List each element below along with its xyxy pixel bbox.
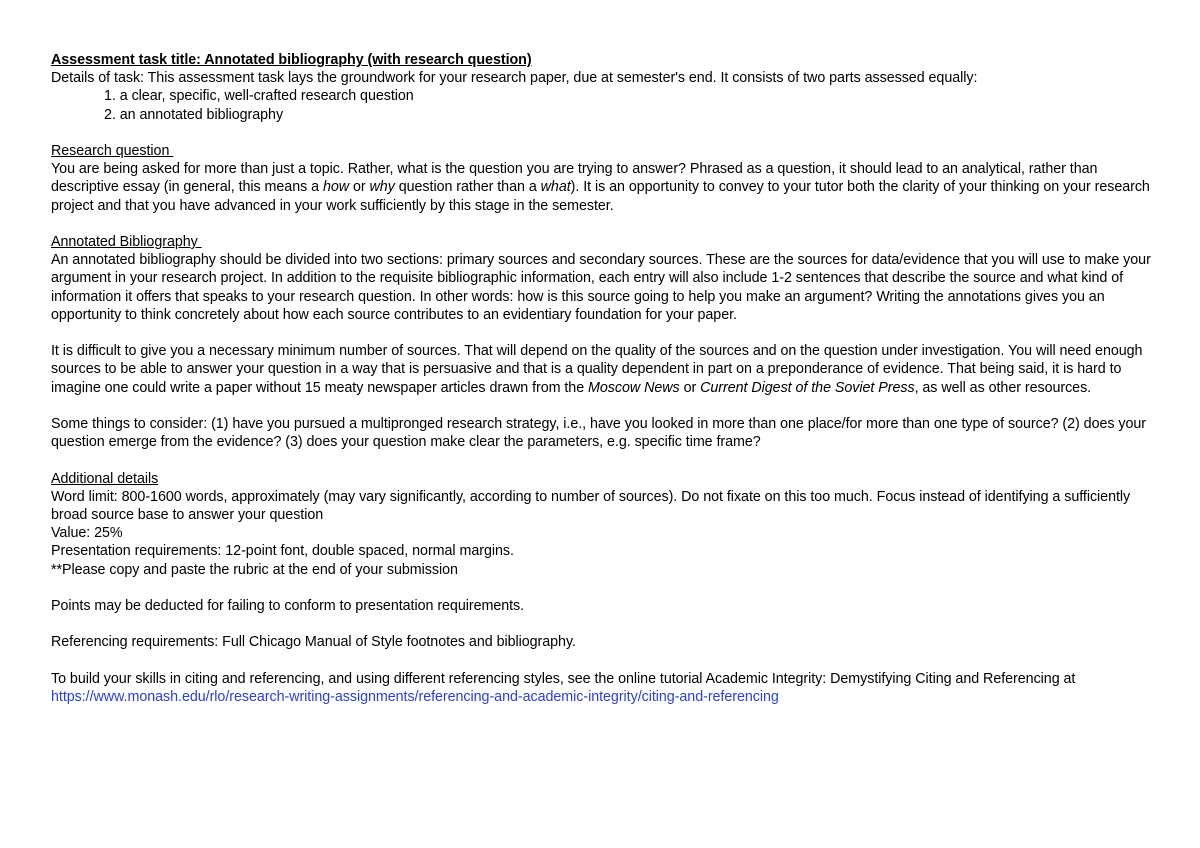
bibliography-paragraph-2 [51, 342, 1161, 397]
rq-or: or [349, 179, 370, 196]
ab-or: or [679, 379, 701, 396]
research-question-heading: Research question [51, 143, 174, 159]
details-intro: Details of task: This assessment task lays the groundwork for your research paper, due at semester's end. It consists of two parts assessed equally: [51, 70, 978, 87]
ab-text-a: It is difficult to give you a necessary minimum number of sources. That will depend on the quality of the sources and on the question under investigation. You will need enough sources to be able to answer your question in a way that is persuasive and that is a quality dependent in part on a preponderance of evidence. That being said, it is hard to imagine one could write a paper without 15 meaty newspaper articles drawn from the [51, 343, 1143, 396]
rq-what: what [540, 179, 571, 196]
additional-details-heading: Additional details [51, 470, 159, 487]
spacer [51, 451, 1161, 469]
spacer [51, 124, 1161, 142]
word-limit: Word limit: 800-1600 words, approximately (may vary significantly, according to number of sources). Do not fixate on this too much. Focus instead of identifying a sufficiently broad source base to answer your question [51, 488, 1131, 523]
spacer [51, 652, 1161, 670]
value-line: Value: 25% [51, 525, 123, 542]
tutorial-link[interactable]: https://www.monash.edu/rlo/research-writing-assignments/referencing-and-academic-integrity/citing-and-referencing [51, 688, 779, 705]
presentation-requirements: Presentation requirements: 12-point font, double spaced, normal margins. [51, 543, 514, 560]
tutorial-paragraph [51, 670, 1161, 706]
research-question-paragraph [51, 160, 1161, 215]
rq-how: how [322, 179, 350, 196]
spacer [51, 615, 1161, 633]
document-page [51, 51, 1161, 706]
spacer [51, 324, 1161, 342]
annotated-bibliography-heading: Annotated Bibliography [51, 234, 202, 250]
part-item-2: 2. an annotated bibliography [104, 106, 284, 123]
spacer [51, 397, 1161, 415]
referencing-requirements: Referencing requirements: Full Chicago Manual of Style footnotes and bibliography. [51, 634, 576, 651]
rubric-note: **Please copy and paste the rubric at the end of your submission [51, 561, 458, 578]
bibliography-paragraph-3: Some things to consider: (1) have you pursued a multipronged research strategy, i.e., have you looked in more than one place/for more than one type of source? (2) does your question emerge from the evidence? (3) does your question make clear the parameters, e.g. specific time frame? [51, 416, 1147, 451]
spacer [51, 579, 1161, 597]
page-title: Assessment task title: Annotated bibliography (with research question) [51, 52, 532, 68]
ab-text-b: , as well as other resources. [914, 379, 1092, 396]
rq-why: why [369, 179, 395, 196]
tutorial-text: To build your skills in citing and referencing, and using different referencing styles, see the online tutorial Academic Integrity: Demystifying Citing and Referencing at [51, 670, 1076, 687]
rq-text-c: ). It is an opportunity to convey to your tutor both the clarity of your thinking on your research project and that you have advanced in your work sufficiently by this stage in the semester. [51, 179, 1150, 214]
part-item-1: 1. a clear, specific, well-crafted research question [104, 88, 414, 105]
rq-text-b: question rather than a [394, 179, 541, 196]
spacer [51, 215, 1161, 233]
points-deducted-note: Points may be deducted for failing to conform to presentation requirements. [51, 598, 525, 614]
bibliography-paragraph-1: An annotated bibliography should be divided into two sections: primary sources and secondary sources. These are the sources for data/evidence that you will use to make your argument in your research project. In addition to the requisite bibliographic information, each entry will also include 1-2 sentences that describe the source and what kind of information it offers that speaks to your research question. In other words: how is this source going to help you make an argument? Writing the annotations gives you an opportunity to think concretely about how each source contributes to an evidentiary foundation for your paper. [51, 252, 1151, 323]
ab-moscow-news: Moscow News [588, 379, 680, 396]
ab-current-digest: Current Digest of the Soviet Press [700, 379, 915, 396]
rq-text-a: You are being asked for more than just a topic. Rather, what is the question you are trying to answer? Phrased as a question, it should lead to an analytical, rather than descriptive essay (in general, this means a [51, 161, 1098, 196]
